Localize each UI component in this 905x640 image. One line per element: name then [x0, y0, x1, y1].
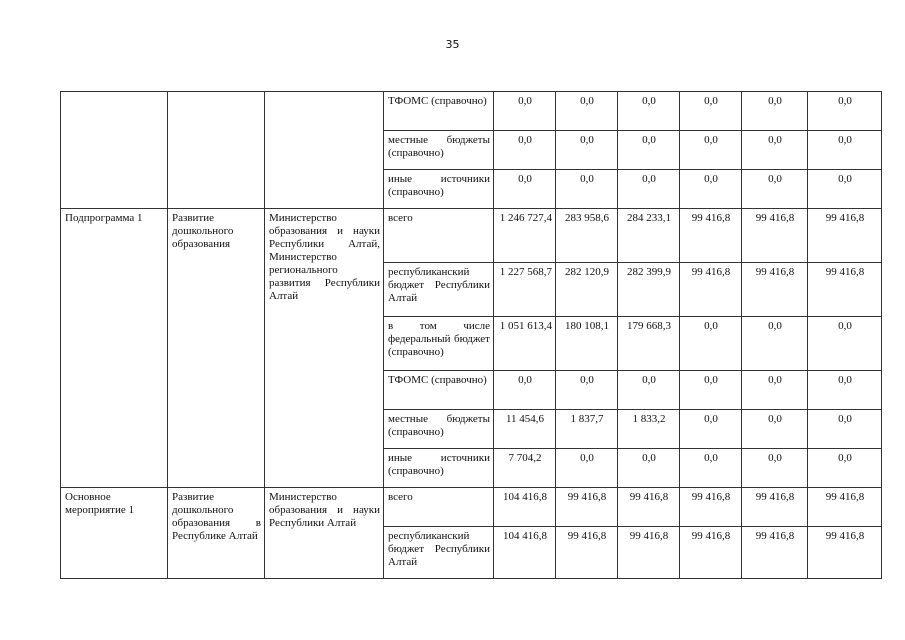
- value-cell: 284 233,1: [618, 209, 680, 263]
- value-cell: 0,0: [556, 449, 618, 488]
- value-cell: 99 416,8: [680, 263, 742, 317]
- value-cell: 0,0: [742, 410, 808, 449]
- value-cell: 283 958,6: [556, 209, 618, 263]
- value-cell: 282 399,9: [618, 263, 680, 317]
- value-cell: 0,0: [680, 92, 742, 131]
- subprogram-name: Развитие дошкольного образования: [168, 209, 265, 488]
- funding-source: местные бюджеты (справочно): [384, 410, 494, 449]
- value-cell: 99 416,8: [556, 527, 618, 579]
- value-cell: 99 416,8: [808, 263, 882, 317]
- value-cell: 99 416,8: [742, 209, 808, 263]
- value-cell: 0,0: [494, 92, 556, 131]
- value-cell: 99 416,8: [808, 488, 882, 527]
- funding-source: всего: [384, 209, 494, 263]
- main-event-name: Развитие дошкольного образования в Республике Алтай: [168, 488, 265, 579]
- value-cell: 0,0: [742, 170, 808, 209]
- value-cell: 99 416,8: [618, 527, 680, 579]
- main-event-executor: Министерство образования и науки Республики Алтай: [265, 488, 384, 579]
- value-cell: 0,0: [556, 131, 618, 170]
- value-cell: 0,0: [680, 410, 742, 449]
- value-cell: 0,0: [808, 410, 882, 449]
- value-cell: 99 416,8: [618, 488, 680, 527]
- main-event-status: Основное мероприятие 1: [61, 488, 168, 579]
- value-cell: 0,0: [680, 317, 742, 371]
- funding-source: ТФОМС (справочно): [384, 92, 494, 131]
- value-cell: 0,0: [618, 92, 680, 131]
- value-cell: 0,0: [556, 371, 618, 410]
- value-cell: 104 416,8: [494, 527, 556, 579]
- value-cell: 0,0: [556, 92, 618, 131]
- value-cell: 99 416,8: [742, 488, 808, 527]
- value-cell: 99 416,8: [680, 527, 742, 579]
- value-cell: 0,0: [742, 317, 808, 371]
- value-cell: 0,0: [680, 371, 742, 410]
- value-cell: 0,0: [808, 371, 882, 410]
- value-cell: 0,0: [680, 449, 742, 488]
- value-cell: 1 837,7: [556, 410, 618, 449]
- value-cell: 1 227 568,7: [494, 263, 556, 317]
- subprogram-status: Подпрограмма 1: [61, 209, 168, 488]
- value-cell: 99 416,8: [742, 527, 808, 579]
- page-number: 35: [445, 38, 460, 51]
- value-cell: 0,0: [742, 449, 808, 488]
- value-cell: 0,0: [618, 371, 680, 410]
- value-cell: 180 108,1: [556, 317, 618, 371]
- value-cell: 282 120,9: [556, 263, 618, 317]
- value-cell: 0,0: [618, 131, 680, 170]
- funding-source: местные бюджеты (справочно): [384, 131, 494, 170]
- value-cell: 0,0: [742, 131, 808, 170]
- value-cell: 0,0: [494, 131, 556, 170]
- value-cell: 0,0: [808, 92, 882, 131]
- value-cell: 99 416,8: [680, 209, 742, 263]
- value-cell: 0,0: [808, 317, 882, 371]
- value-cell: 99 416,8: [808, 209, 882, 263]
- value-cell: 1 833,2: [618, 410, 680, 449]
- executor-cell: [265, 92, 384, 209]
- funding-source: республиканский бюджет Республики Алтай: [384, 263, 494, 317]
- funding-source: всего: [384, 488, 494, 527]
- subprogram-executor: Министерство образования и науки Республики Алтай, Министерство регионального развития Республики Алтай: [265, 209, 384, 488]
- value-cell: 0,0: [808, 449, 882, 488]
- budget-table: [60, 91, 882, 579]
- table-row: [61, 488, 882, 527]
- funding-source: ТФОМС (справочно): [384, 371, 494, 410]
- table-row: [61, 92, 882, 131]
- value-cell: 99 416,8: [808, 527, 882, 579]
- value-cell: 0,0: [494, 371, 556, 410]
- value-cell: 0,0: [494, 170, 556, 209]
- value-cell: 0,0: [742, 371, 808, 410]
- value-cell: 1 051 613,4: [494, 317, 556, 371]
- value-cell: 99 416,8: [742, 263, 808, 317]
- value-cell: 1 246 727,4: [494, 209, 556, 263]
- table-row: [61, 209, 882, 263]
- value-cell: 0,0: [808, 170, 882, 209]
- value-cell: 104 416,8: [494, 488, 556, 527]
- funding-source: иные источники (справочно): [384, 449, 494, 488]
- value-cell: 0,0: [680, 170, 742, 209]
- value-cell: 0,0: [680, 131, 742, 170]
- value-cell: 7 704,2: [494, 449, 556, 488]
- funding-source: в том числе федеральный бюджет (справочно): [384, 317, 494, 371]
- value-cell: 0,0: [618, 170, 680, 209]
- name-cell: [168, 92, 265, 209]
- value-cell: 0,0: [618, 449, 680, 488]
- value-cell: 99 416,8: [556, 488, 618, 527]
- value-cell: 179 668,3: [618, 317, 680, 371]
- value-cell: 0,0: [808, 131, 882, 170]
- value-cell: 11 454,6: [494, 410, 556, 449]
- value-cell: 0,0: [742, 92, 808, 131]
- funding-source: республиканский бюджет Республики Алтай: [384, 527, 494, 579]
- status-cell: [61, 92, 168, 209]
- value-cell: 99 416,8: [680, 488, 742, 527]
- value-cell: 0,0: [556, 170, 618, 209]
- funding-source: иные источники (справочно): [384, 170, 494, 209]
